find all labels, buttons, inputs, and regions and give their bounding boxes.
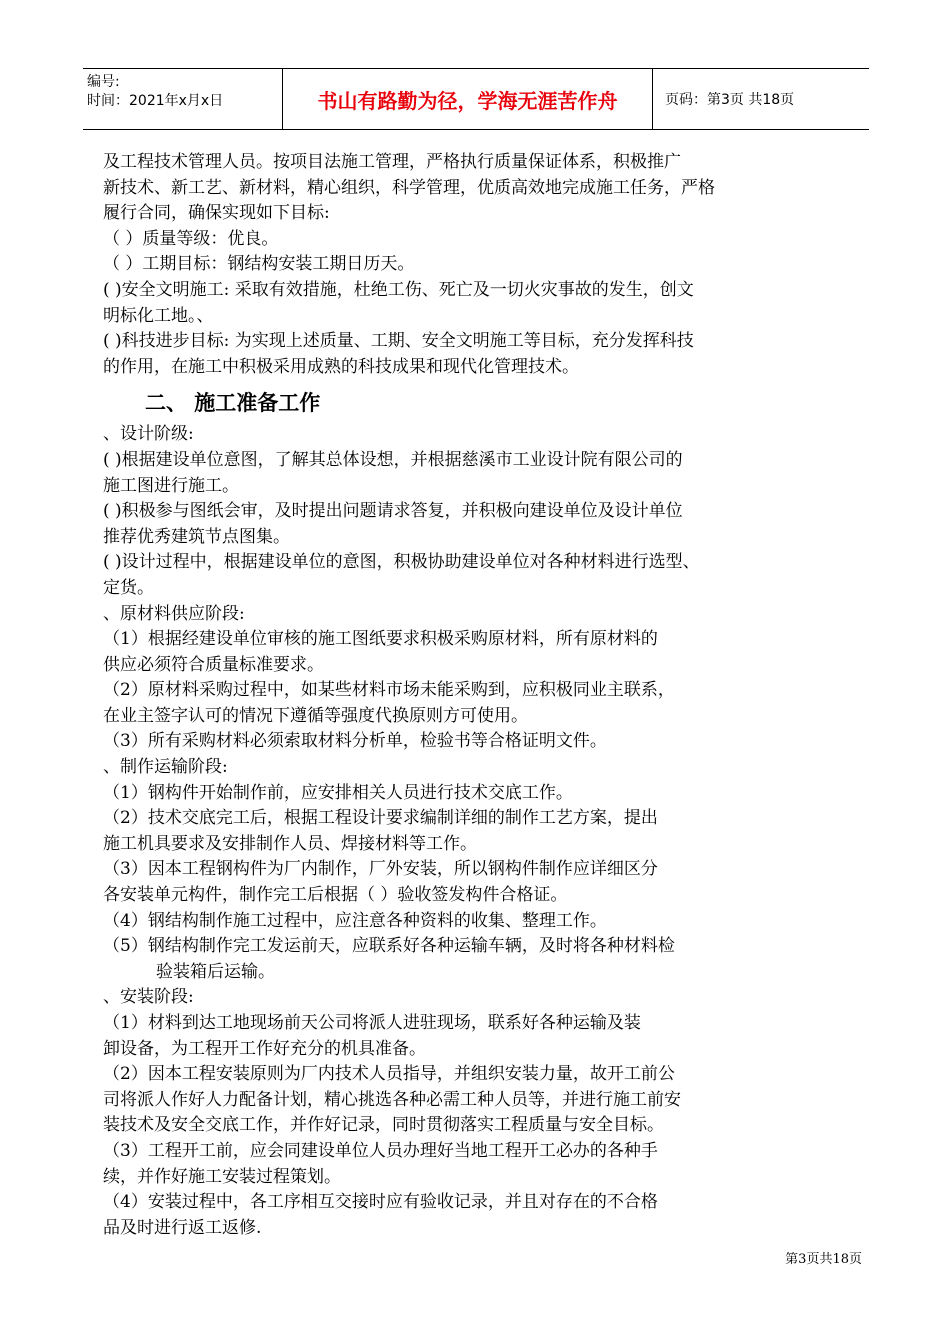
text-line: 履行合同，确保实现如下目标: — [103, 203, 330, 224]
text-line: （2）技术交底完工后，根据工程设计要求编制详细的制作工艺方案，提出 — [103, 808, 658, 829]
text-line: 在业主签字认可的情况下遵循等强度代换原则方可使用。 — [103, 705, 528, 726]
text-line: （5）钢结构制作完工发运前天，应联系好各种运输车辆，及时将各种材料检 — [103, 936, 675, 957]
text-line: 推荐优秀建筑节点图集。 — [103, 526, 290, 547]
text-line: （3）工程开工前，应会同建设单位人员办理好当地工程开工必办的各种手 — [103, 1140, 658, 1161]
text-line: 、设计阶级: — [103, 424, 194, 445]
paragraph-installation — [103, 985, 863, 1241]
text-line: （1）材料到达工地现场前天公司将派人进驻现场，联系好各种运输及装 — [103, 1013, 641, 1033]
text-line: ( )积极参与图纸会审，及时提出问题请求答复，并积极向建设单位及设计单位 — [103, 501, 683, 522]
header-motto: 书山有路勤为径，学海无涯苦作舟 — [282, 69, 653, 129]
text-line: 司将派人作好人力配备计划，精心挑选各种必需工种人员等，并进行施工前安 — [103, 1089, 681, 1110]
text-line: ( )科技进步目标: 为实现上述质量、工期、安全文明施工等目标，充分发挥科技 — [103, 331, 694, 352]
paragraph-goals — [103, 150, 863, 380]
text-line: （ ）质量等级：优良。 — [103, 228, 279, 249]
text-line-indented: 验装箱后运输。 — [156, 961, 275, 982]
text-line: 、制作运输阶段: — [103, 757, 228, 778]
document-time-label: 时间：2021年x月x日 — [87, 93, 224, 109]
header-page-info: 页码：第3页 共18页 — [665, 92, 795, 108]
text-line: 、安装阶段: — [103, 987, 194, 1008]
text-line: （1）钢构件开始制作前，应安排相关人员进行技术交底工作。 — [103, 782, 573, 803]
text-line: 续，并作好施工安装过程策划。 — [103, 1166, 341, 1187]
text-line: 、原材料供应阶段: — [103, 603, 245, 624]
text-line: 及工程技术管理人员。按项目法施工管理，严格执行质量保证体系，积极推广 — [103, 152, 681, 172]
text-line: （3）所有采购材料必须索取材料分析单，检验书等合格证明文件。 — [103, 731, 607, 752]
text-line: ( )安全文明施工: 采取有效措施，杜绝工伤、死亡及一切火灾事故的发生，创文 — [103, 279, 694, 300]
text-line: 卸设备，为工程开工作好充分的机具准备。 — [103, 1038, 426, 1059]
text-line: 明标化工地。、 — [103, 305, 214, 326]
text-line: 施工图进行施工。 — [103, 475, 239, 496]
text-line: （ ）工期目标：钢结构安装工期日历天。 — [103, 254, 415, 275]
text-line: ( )设计过程中，根据建设单位的意图，积极协助建设单位对各种材料进行选型、 — [103, 552, 700, 573]
text-line: 各安装单元构件，制作完工后根据（ ）验收签发构件合格证。 — [103, 885, 568, 906]
header-meta — [83, 69, 282, 129]
text-line: （1）根据经建设单位审核的施工图纸要求积极采购原材料，所有原材料的 — [103, 629, 658, 650]
text-line: ( )根据建设单位意图，了解其总体设想，并根据慈溪市工业设计院有限公司的 — [103, 449, 683, 470]
text-line: （4）钢结构制作施工过程中，应注意各种资料的收集、整理工作。 — [103, 910, 607, 931]
text-line: （3）因本工程钢构件为厂内制作，厂外安装，所以钢构件制作应详细区分 — [103, 859, 658, 880]
text-line: 装技术及安全交底工作，并作好记录，同时贯彻落实工程质量与安全目标。 — [103, 1115, 664, 1136]
paragraph-preparation — [103, 422, 863, 959]
text-line: 定货。 — [103, 577, 154, 598]
text-line: 新技术、新工艺、新材料，精心组织，科学管理，优质高效地完成施工任务，严格 — [103, 177, 715, 198]
document-number-label: 编号: — [87, 74, 120, 90]
text-line: （4）安装过程中，各工序相互交接时应有验收记录，并且对存在的不合格 — [103, 1192, 658, 1213]
page-header — [83, 68, 869, 130]
text-line: 品及时进行返工返修. — [103, 1217, 262, 1238]
text-line: （2）原材料采购过程中，如某些材料市场未能采购到，应积极同业主联系， — [103, 680, 675, 701]
section-heading: 二、 施工准备工作 — [145, 391, 321, 416]
text-line: 施工机具要求及安排制作人员、焊接材料等工作。 — [103, 833, 477, 854]
page-footer: 第3页共18页 — [785, 1252, 862, 1267]
text-line: 供应必须符合质量标准要求。 — [103, 654, 324, 675]
text-line: 的作用，在施工中积极采用成熟的科技成果和现代化管理技术。 — [103, 356, 579, 377]
document-body — [103, 150, 863, 1241]
text-line: （2）因本工程安装原则为厂内技术人员指导，并组织安装力量，故开工前公 — [103, 1064, 675, 1085]
